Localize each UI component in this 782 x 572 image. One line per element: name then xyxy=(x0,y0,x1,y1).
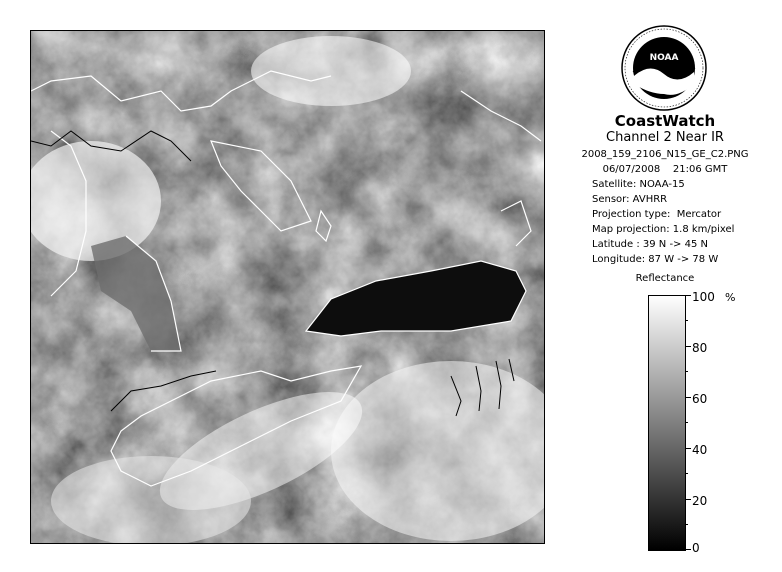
satellite-image xyxy=(30,30,545,544)
legend-title: Reflectance xyxy=(635,273,695,284)
sensor-text: Sensor: AVHRR xyxy=(592,194,668,205)
map-projection-text: Map projection: 1.8 km/pixel xyxy=(592,224,735,235)
info-panel xyxy=(560,20,770,565)
app-title: CoastWatch xyxy=(614,112,716,130)
channel-subtitle: Channel 2 Near IR xyxy=(606,130,724,145)
colorbar-tick-label: 40 xyxy=(692,443,708,457)
satellite-text: Satellite: NOAA-15 xyxy=(592,179,685,190)
colorbar-tick-label: 60 xyxy=(692,392,708,406)
cloud-band xyxy=(251,36,411,106)
datetime-text: 06/07/2008 21:06 GMT xyxy=(602,164,728,175)
colorbar-tick xyxy=(685,499,691,500)
colorbar-minor-tick xyxy=(685,473,688,474)
colorbar-tick xyxy=(685,549,691,550)
satellite-image-svg xyxy=(31,31,544,543)
colorbar-minor-tick xyxy=(685,320,688,321)
reflectance-colorbar xyxy=(648,295,686,551)
noaa-logo xyxy=(620,24,708,112)
colorbar-tick-label: 20 xyxy=(692,494,708,508)
latitude-text: Latitude : 39 N -> 45 N xyxy=(592,239,708,250)
logo-text: NOAA xyxy=(649,53,679,63)
cloud-band xyxy=(51,456,251,543)
colorbar-minor-tick xyxy=(685,371,688,372)
colorbar-tick-label: 0 xyxy=(692,541,700,555)
colorbar-tick-label: 100 xyxy=(692,290,715,304)
projection-type-text: Projection type: Mercator xyxy=(592,209,722,220)
colorbar-minor-tick xyxy=(685,524,688,525)
colorbar-tick xyxy=(685,346,691,347)
legend-unit: % xyxy=(725,291,736,304)
colorbar-tick xyxy=(685,295,691,296)
metadata-block xyxy=(560,147,770,267)
colorbar-tick-label: 80 xyxy=(692,341,708,355)
colorbar-minor-tick xyxy=(685,422,688,423)
colorbar-tick xyxy=(685,397,691,398)
colorbar-tick xyxy=(685,448,691,449)
filename-text: 2008_159_2106_N15_GE_C2.PNG xyxy=(581,149,749,160)
longitude-text: Longitude: 87 W -> 78 W xyxy=(592,254,719,265)
